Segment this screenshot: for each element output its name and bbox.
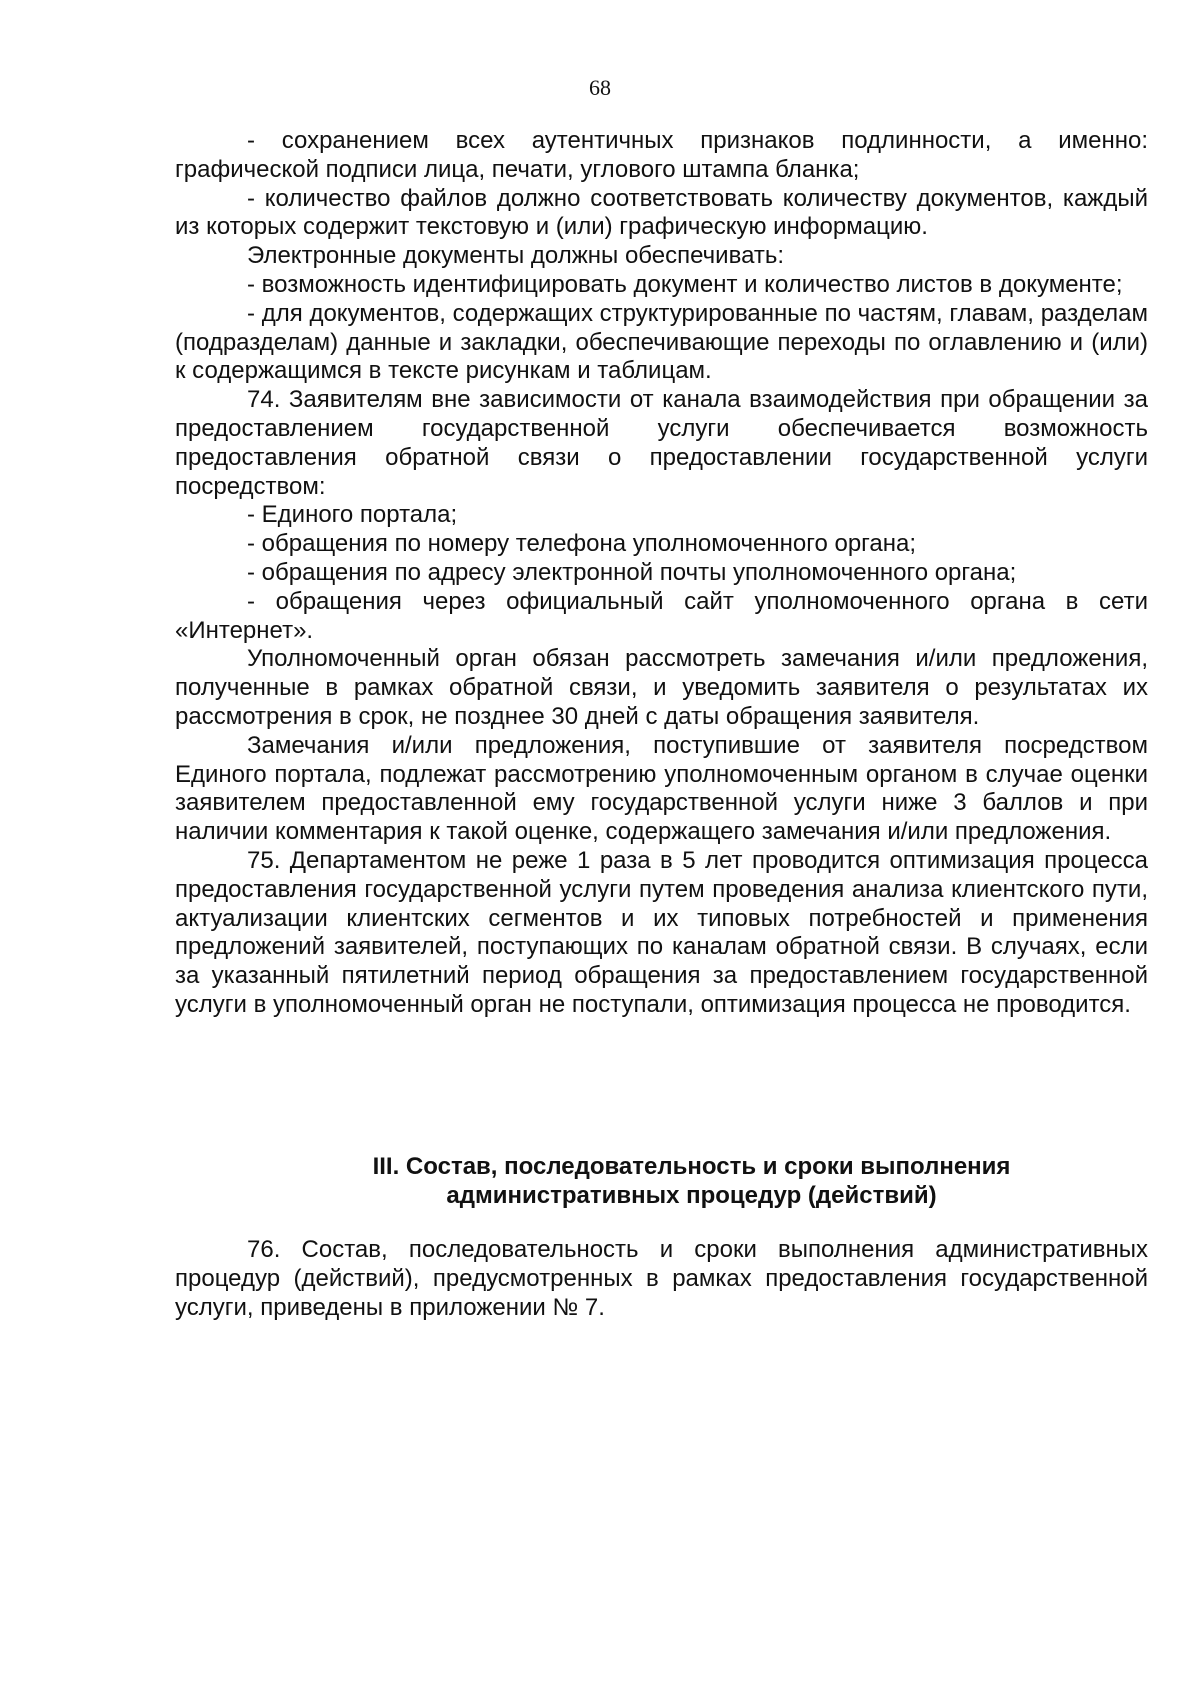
section-heading-line-2: административных процедур (действий) bbox=[446, 1181, 937, 1209]
section-heading-line-1: III. Состав, последовательность и сроки выполнения bbox=[372, 1153, 1011, 1180]
paragraph-portal-feedback: Замечания и/или предложения, поступившие от заявителя посредством Единого портала, подлежат рассмотрению уполномоченным органом в случае оценки заявителем предоставленной ему государственной услуги ниже 3 баллов и при наличии комментария к такой оценке, содержащего замечания и/или предложения. bbox=[175, 731, 1148, 846]
list-item-email: - обращения по адресу электронной почты уполномоченного органа; bbox=[247, 558, 1017, 586]
paragraph-file-count: - количество файлов должно соответствовать количеству документов, каждый из которых содержит текстовую и (или) графическую информацию. bbox=[175, 184, 1148, 241]
list-item-phone: - обращения по номеру телефона уполномоченного органа; bbox=[247, 530, 917, 558]
list-item-website: - обращения через официальный сайт уполномоченного органа в сети «Интернет». bbox=[175, 587, 1148, 644]
page-number: 68 bbox=[589, 75, 611, 100]
paragraph-structured: - для документов, содержащих структурированные по частям, главам, разделам (подразделам) данные и закладки, обеспечивающие переходы по оглавлению и (или) к содержащимся в тексте рисункам и таблицам. bbox=[175, 299, 1148, 385]
paragraph-review-obligation: Уполномоченный орган обязан рассмотреть замечания и/или предложения, полученные в рамках обратной связи, и уведомить заявителя о результатах их рассмотрения в срок, не позднее 30 дней с даты обращения заявителя. bbox=[175, 645, 1148, 730]
paragraph-authenticity: - сохранением всех аутентичных признаков подлинности, а именно: графической подписи лица, печати, углового штампа бланка; bbox=[175, 127, 1148, 183]
paragraph-identify: - возможность идентифицировать документ и количество листов в документе; bbox=[247, 270, 1123, 298]
list-item-portal: - Единого портала; bbox=[247, 501, 458, 529]
body-text bbox=[175, 127, 1148, 1020]
section-heading bbox=[175, 1153, 1148, 1211]
paragraph-76: 76. Состав, последовательность и сроки выполнения административных процедур (действий), предусмотренных в рамках предоставления государственной услуги, приведены в приложении № 7. bbox=[175, 1236, 1148, 1321]
section-body bbox=[175, 1236, 1148, 1322]
paragraph-electronic-docs: Электронные документы должны обеспечивать: bbox=[247, 242, 785, 270]
paragraph-74: 74. Заявителям вне зависимости от канала взаимодействия при обращении за предоставлением государственной услуги обеспечивается возможность предоставления обратной связи о предоставлении государственной услуги посредством: bbox=[175, 386, 1148, 500]
paragraph-75: 75. Департаментом не реже 1 раза в 5 лет проводится оптимизация процесса предоставления государственной услуги путем проведения анализа клиентского пути, актуализации клиентских сегментов и их типовых потребностей и применения предложений заявителей, поступающих по каналам обратной связи. В случаях, если за указанный пятилетний период обращения за предоставлением государственной услуги в уполномоченный орган не поступали, оптимизация процесса не проводится. bbox=[175, 846, 1148, 1018]
